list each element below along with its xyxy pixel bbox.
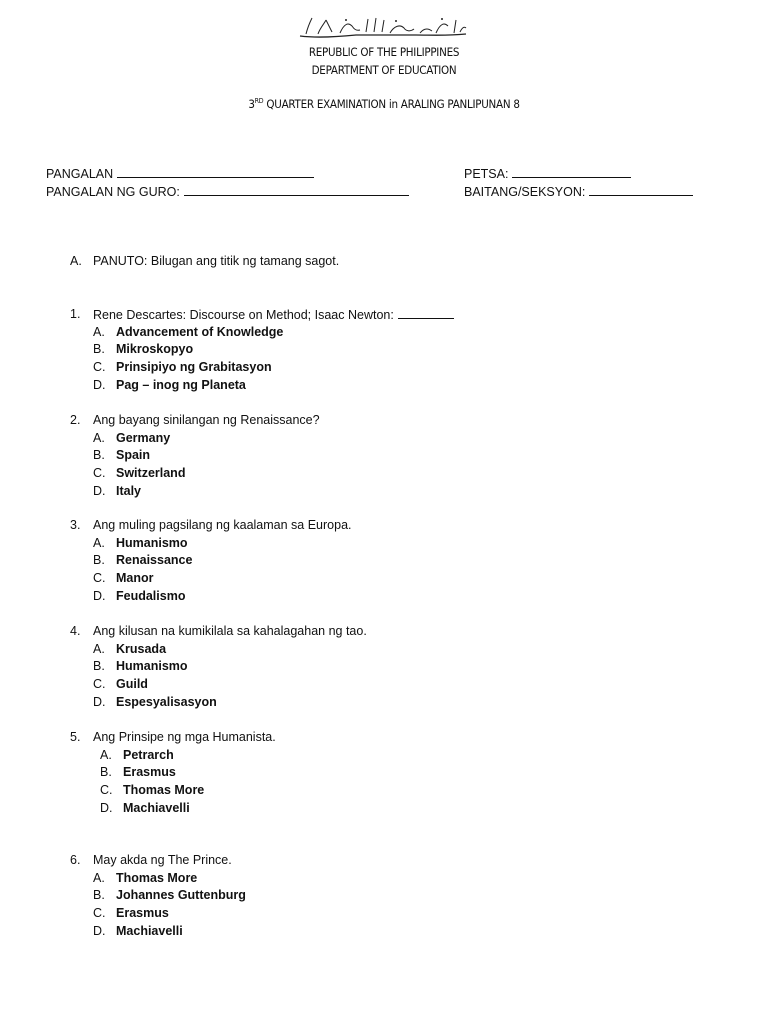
option-letter: B. — [93, 342, 105, 357]
teacher-blank[interactable] — [184, 184, 409, 196]
question-stem — [93, 413, 320, 427]
question-stem — [93, 307, 454, 322]
option-text: Manor — [116, 571, 154, 586]
date-label: PETSA: — [464, 167, 509, 181]
option-text: Thomas More — [116, 870, 198, 885]
option-letter: C. — [93, 906, 106, 921]
question-stem-text: Ang Prinsipe ng mga Humanista. — [93, 730, 276, 744]
question-stem-text: Ang muling pagsilang ng kaalaman sa Europa. — [93, 518, 352, 532]
question-number: 2. — [70, 413, 81, 427]
question-number: 3. — [70, 518, 81, 532]
option-letter: C. — [93, 571, 106, 586]
name-blank[interactable] — [117, 166, 314, 178]
date-blank[interactable] — [512, 166, 631, 178]
option-letter: B. — [93, 888, 105, 903]
republic-heading: REPUBLIC OF THE PHILIPPINES — [308, 45, 460, 59]
question-number: 6. — [70, 853, 81, 867]
section-field — [464, 184, 693, 199]
option-text: Machiavelli — [123, 800, 190, 815]
question-stem — [93, 624, 367, 638]
option-text: Johannes Guttenburg — [116, 888, 246, 903]
option-text: Advancement of Knowledge — [116, 324, 284, 339]
option-letter: B. — [93, 553, 105, 568]
question-number: 4. — [70, 624, 81, 638]
option-letter: D. — [93, 923, 106, 938]
question-stem — [93, 518, 352, 532]
option-letter: D. — [100, 800, 113, 815]
option-text: Humanismo — [116, 535, 188, 550]
option-letter: A. — [93, 324, 105, 339]
exam-title-ordinal: 3 — [248, 97, 255, 111]
option-letter: D. — [93, 377, 106, 392]
question-stem — [93, 730, 276, 744]
option-letter: A. — [93, 870, 105, 885]
option-letter: D. — [93, 588, 106, 603]
question-stem-text: Rene Descartes: Discourse on Method; Isaac Newton: — [93, 308, 394, 322]
option-text: Prinsipiyo ng Grabitasyon — [116, 360, 272, 375]
question-number: 5. — [70, 730, 81, 744]
date-field — [464, 166, 631, 181]
teacher-label: PANGALAN NG GURO: — [46, 185, 180, 199]
option-text: Guild — [116, 677, 148, 692]
name-label: PANGALAN — [46, 167, 114, 181]
option-text: Humanismo — [116, 659, 188, 674]
name-field — [46, 166, 314, 181]
option-letter: D. — [93, 483, 106, 498]
answer-blank[interactable] — [398, 307, 454, 319]
option-text: Thomas More — [123, 783, 205, 798]
instructions-text: PANUTO: Bilugan ang titik ng tamang sagot. — [93, 254, 340, 268]
instructions — [70, 254, 339, 268]
option-letter: B. — [93, 448, 105, 463]
option-letter: C. — [100, 783, 113, 798]
question-stem-text: May akda ng The Prince. — [93, 853, 232, 867]
option-text: Mikroskopyo — [116, 342, 194, 357]
option-letter: B. — [100, 765, 112, 780]
option-text: Feudalismo — [116, 588, 186, 603]
option-text: Petrarch — [123, 747, 174, 762]
basmala-calligraphy — [296, 14, 472, 42]
option-text: Pag – inog ng Planeta — [116, 377, 246, 392]
instructions-letter: A. — [70, 254, 82, 268]
option-text: Espesyalisasyon — [116, 694, 217, 709]
option-letter: D. — [93, 694, 106, 709]
option-letter: C. — [93, 677, 106, 692]
exam-title-ordinal-suffix: RD — [254, 97, 264, 105]
option-text: Germany — [116, 430, 171, 445]
department-heading: DEPARTMENT OF EDUCATION — [311, 63, 457, 77]
teacher-field — [46, 184, 409, 199]
option-text: Erasmus — [123, 765, 176, 780]
section-blank[interactable] — [589, 184, 693, 196]
option-letter: A. — [93, 430, 105, 445]
exam-title — [38, 97, 729, 111]
option-letter: A. — [93, 535, 105, 550]
option-text: Renaissance — [116, 553, 193, 568]
option-letter: B. — [93, 659, 105, 674]
option-text: Erasmus — [116, 906, 169, 921]
option-text: Italy — [116, 483, 142, 498]
exam-title-text: QUARTER EXAMINATION in ARALING PANLIPUNAN 8 — [263, 97, 520, 111]
option-text: Switzerland — [116, 466, 186, 481]
question-stem-text: Ang kilusan na kumikilala sa kahalagahan ng tao. — [93, 624, 367, 638]
question-stem-text: Ang bayang sinilangan ng Renaissance? — [93, 413, 320, 427]
option-text: Krusada — [116, 641, 167, 656]
question-number: 1. — [70, 307, 81, 321]
option-text: Spain — [116, 448, 151, 463]
option-letter: C. — [93, 466, 106, 481]
option-letter: A. — [93, 641, 105, 656]
section-label: BAITANG/SEKSYON: — [464, 185, 586, 199]
option-text: Machiavelli — [116, 923, 183, 938]
question-stem — [93, 853, 232, 867]
option-letter: C. — [93, 360, 106, 375]
option-letter: A. — [100, 747, 112, 762]
